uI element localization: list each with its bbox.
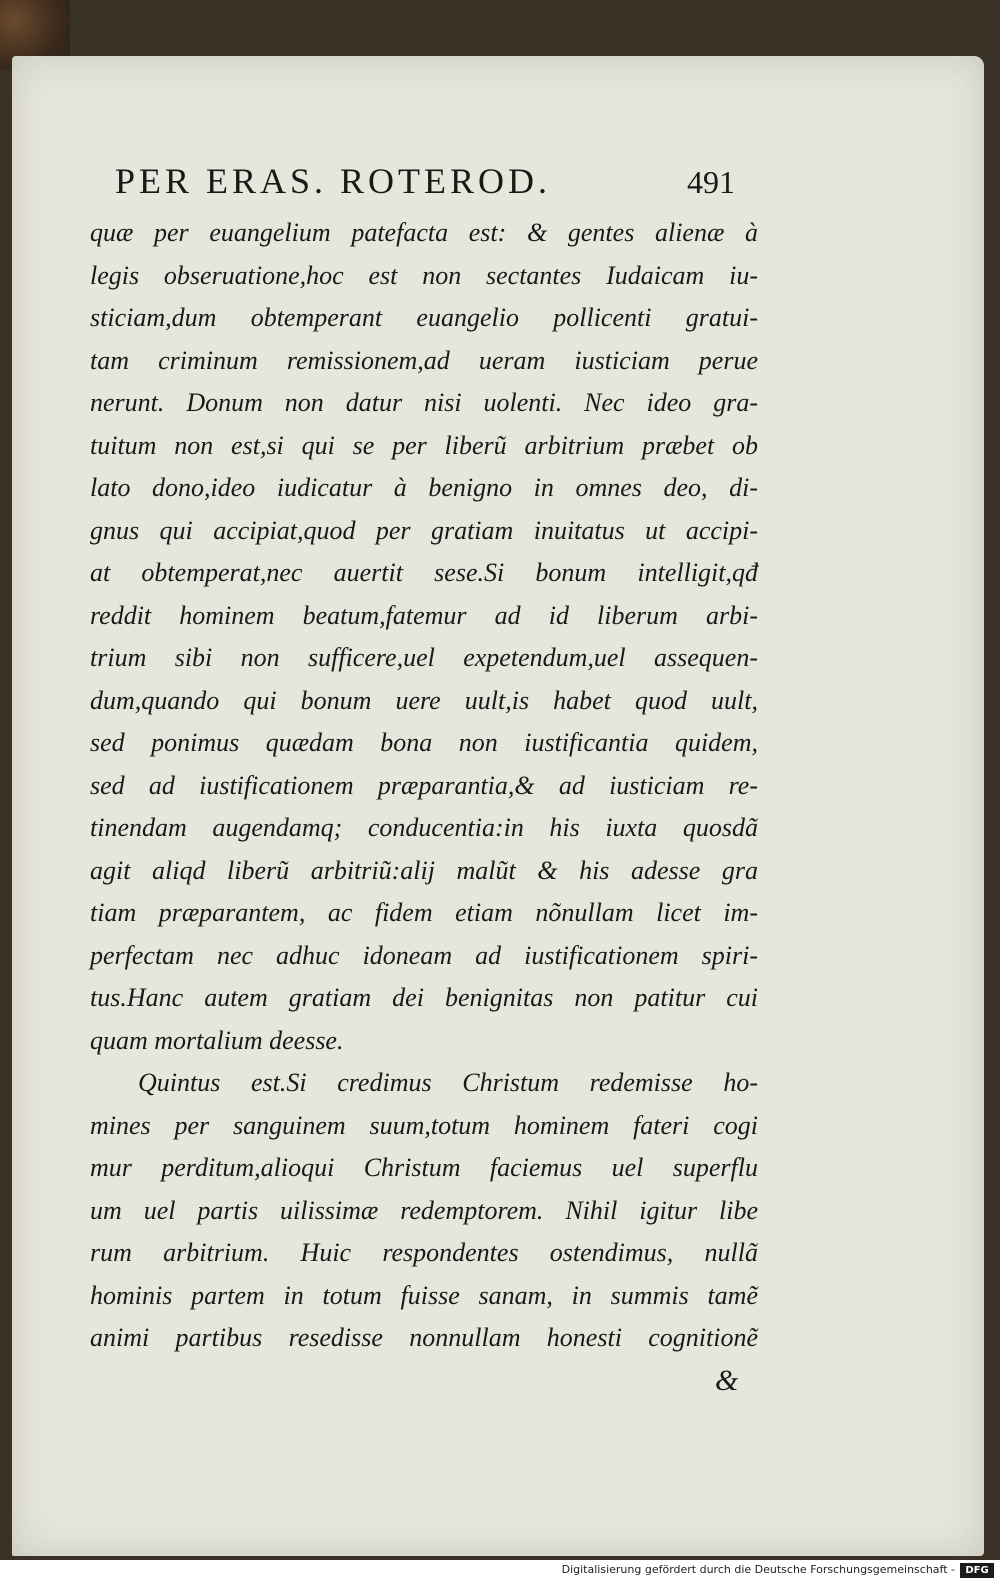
text-line: perfectam nec adhuc idoneam ad iustificationem spiri- xyxy=(90,940,758,970)
text-line: mines per sanguinem suum,totum hominem fateri cogi xyxy=(90,1110,758,1140)
text-line: lato dono,ideo iudicatur à benigno in omnes deo, di- xyxy=(90,473,758,502)
text-line: quæ per euangelium patefacta est: & gentes alienæ à xyxy=(90,218,758,247)
text-line: trium sibi non sufficere,uel expetendum,uel assequen- xyxy=(90,643,758,672)
catchword: & xyxy=(715,1364,739,1397)
text-line: reddit hominem beatum,fatemur ad id liberum arbi- xyxy=(90,600,758,630)
text-line: tiam præparantem, ac fidem etiam nõnullam licet im- xyxy=(90,898,758,927)
text-line: mur perditum,alioqui Christum faciemus uel superflu xyxy=(90,1153,758,1182)
text-line: sed ponimus quædam bona non iustificantia quidem, xyxy=(90,728,758,757)
text-line: um uel partis uilissimæ redemptorem. Nihil igitur libe xyxy=(90,1195,758,1225)
text-line: sed ad iustificationem præparantia,& ad iusticiam re- xyxy=(90,770,758,800)
text-line: legis obseruatione,hoc est non sectantes Iudaicam iu- xyxy=(90,260,758,290)
text-line: nerunt. Donum non datur nisi uolenti. Nec ideo gra- xyxy=(90,388,758,417)
paragraph-start-line: Quintus est.Si credimus Christum redemisse ho- xyxy=(138,1068,758,1097)
text-line: tinendam augendamq; conducentia:in his iuxta quosdã xyxy=(90,813,758,842)
paragraph-end-line: quam mortalium deesse. xyxy=(90,1025,344,1055)
text-line: gnus qui accipiat,quod per gratiam inuitatus ut accipi- xyxy=(90,515,758,545)
text-line: at obtemperat,nec auertit sese.Si bonum intelligit,qđ xyxy=(90,558,758,587)
text-line: agit aliqd liberũ arbitriũ:alij malũt & his adesse gra xyxy=(90,855,758,885)
text-line: rum arbitrium. Huic respondentes ostendimus, nullã xyxy=(90,1238,758,1267)
text-line: dum,quando qui bonum uere uult,is habet quod uult, xyxy=(90,685,758,715)
text-line: tam criminum remissionem,ad ueram iusticiam perue xyxy=(90,345,758,375)
page-number: 491 xyxy=(687,164,735,200)
body-text xyxy=(90,212,758,1360)
text-line: sticiam,dum obtemperant euangelio pollicenti gratui- xyxy=(90,303,758,332)
running-head: PER ERAS. ROTEROD. xyxy=(115,161,552,201)
page-header xyxy=(115,160,735,210)
digitization-credit: Digitalisierung gefördert durch die Deutsche Forschungsgemeinschaft - xyxy=(561,1563,955,1576)
text-line: hominis partem in totum fuisse sanam, in summis tamẽ xyxy=(90,1280,758,1310)
text-line: tus.Hanc autem gratiam dei benignitas non patitur cui xyxy=(90,983,758,1012)
text-line: tuitum non est,si qui se per liberũ arbitrium præbet ob xyxy=(90,430,758,460)
text-line: animi partibus resedisse nonnullam honesti cognitionẽ xyxy=(90,1323,758,1352)
dfg-logo: DFG xyxy=(960,1563,994,1578)
